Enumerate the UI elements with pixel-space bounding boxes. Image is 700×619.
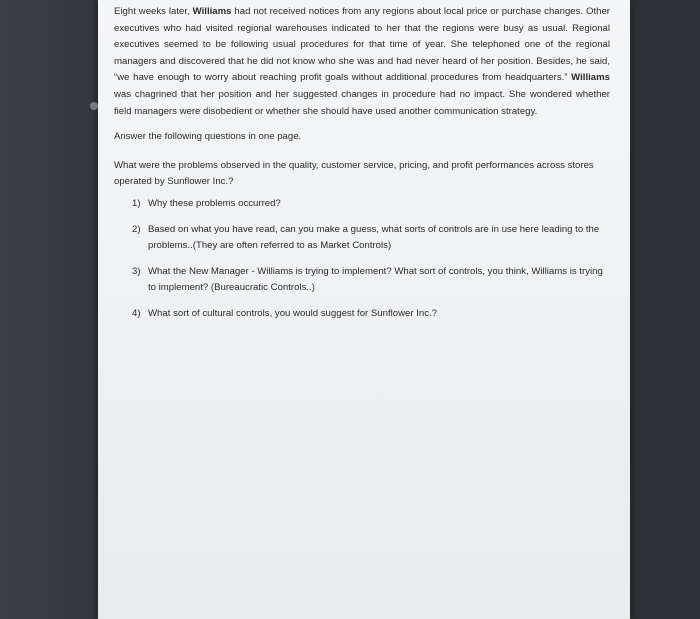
question-text: What sort of cultural controls, you would suggest for Sunflower Inc.? — [148, 307, 438, 319]
case-paragraph — [114, 4, 610, 120]
main-question: What were the problems observed in the quality, customer service, pricing, and profit performances across stores operated by Sunflower Inc.? — [114, 159, 594, 187]
question-number: 1) — [132, 197, 141, 209]
question-item-2 — [114, 222, 610, 254]
margin-smudge — [90, 102, 98, 110]
instruction-text: Answer the following questions in one page. — [114, 131, 302, 143]
question-number: 2) — [132, 223, 141, 235]
document-page — [98, 0, 630, 619]
document-content — [114, 4, 610, 332]
question-item-4 — [114, 306, 610, 322]
question-item-3 — [114, 264, 610, 296]
question-text: What the New Manager - Williams is trying to implement? What sort of controls, you think, Williams is trying to implement? (Bureaucratic Controls..) — [148, 265, 603, 293]
question-list — [114, 196, 610, 322]
paragraph-segment-2: had not received notices from any regions about local price or purchase changes. Other executives who had visited regional warehouses indicated to her that the regions were busy as usual. Regional executives seemed to be following usual procedures for that time of year. She telephoned one of the regional managers and discovered that he did not know who she was and had never heard of her position. Besides, he said, “we have enough to worry about reaching profit goals without additional procedures from headquarters.” — [114, 6, 611, 84]
question-item-1 — [114, 196, 610, 212]
question-text: Based on what you have read, can you make a guess, what sorts of controls are in use here leading to the problems..(They are often referred to as Market Controls) — [148, 223, 600, 251]
question-text: Why these problems occurred? — [148, 197, 281, 209]
name-williams-1: Williams — [192, 6, 232, 17]
paragraph-segment-3: was chagrined that her position and her suggested changes in procedure had no impact. She wondered whether field managers were disobedient or whether she should have used another communication strategy. — [114, 88, 610, 117]
name-williams-2: Williams — [571, 72, 610, 84]
question-number: 3) — [132, 265, 141, 277]
question-number: 4) — [132, 307, 141, 319]
paragraph-segment-1: Eight weeks later, — [114, 6, 193, 17]
